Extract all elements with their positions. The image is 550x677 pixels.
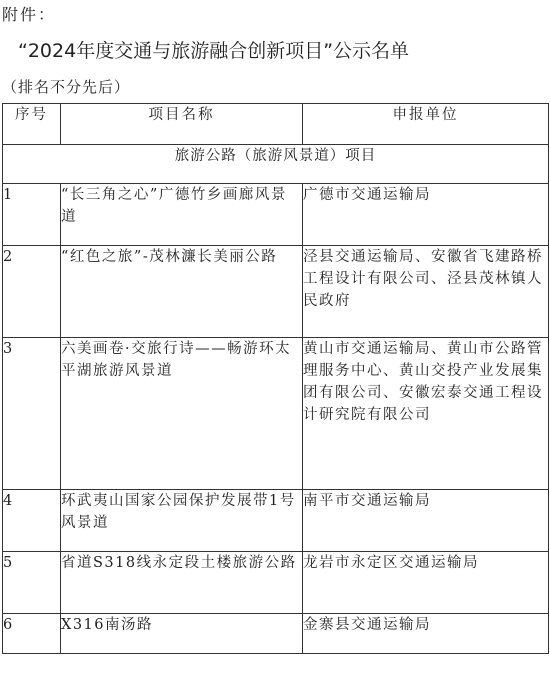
- row-seq: 1: [3, 184, 61, 246]
- document-title: “2024年度交通与旅游融合创新项目”公示名单: [18, 40, 410, 62]
- row-project-name: 六美画卷·交旅行诗——畅游环太平湖旅游风景道: [61, 338, 303, 490]
- table-row: [3, 184, 549, 246]
- table-row: [3, 614, 549, 654]
- row-seq: 6: [3, 614, 61, 654]
- row-project-name: X316南汤路: [61, 614, 303, 654]
- row-seq: 3: [3, 338, 61, 490]
- row-unit: 黄山市交通运输局、黄山市公路管理服务中心、黄山交投产业发展集团有限公司、安徽宏泰交通工程设计研究院有限公司: [303, 338, 549, 490]
- row-unit: 金寨县交通运输局: [303, 614, 549, 654]
- table-row: [3, 338, 549, 490]
- row-unit: 广德市交通运输局: [303, 184, 549, 246]
- table-row: [3, 552, 549, 614]
- row-project-name: 环武夷山国家公园保护发展带1号风景道: [61, 490, 303, 552]
- project-table: [2, 103, 549, 654]
- attachment-label: 附件：: [2, 5, 57, 24]
- row-project-name: 省道S318线永定段土楼旅游公路: [61, 552, 303, 614]
- row-project-name: “红色之旅”-茂林濂长美丽公路: [61, 246, 303, 338]
- row-seq: 2: [3, 246, 61, 338]
- row-project-name: “长三角之心”广德竹乡画廊风景道: [61, 184, 303, 246]
- row-seq: 4: [3, 490, 61, 552]
- row-seq: 5: [3, 552, 61, 614]
- row-unit: 南平市交通运输局: [303, 490, 549, 552]
- table-row: [3, 490, 549, 552]
- table-row: [3, 246, 549, 338]
- ranking-note: （排名不分先后）: [2, 78, 131, 96]
- section-row: [3, 145, 549, 184]
- section-title: 旅游公路（旅游风景道）项目: [3, 145, 549, 184]
- header-name: 项目名称: [61, 104, 303, 145]
- row-unit: 龙岩市永定区交通运输局: [303, 552, 549, 614]
- header-seq: 序号: [3, 104, 61, 145]
- header-unit: 申报单位: [303, 104, 549, 145]
- table-header-row: [3, 104, 549, 145]
- row-unit: 泾县交通运输局、安徽省飞建路桥工程设计有限公司、泾县茂林镇人民政府: [303, 246, 549, 338]
